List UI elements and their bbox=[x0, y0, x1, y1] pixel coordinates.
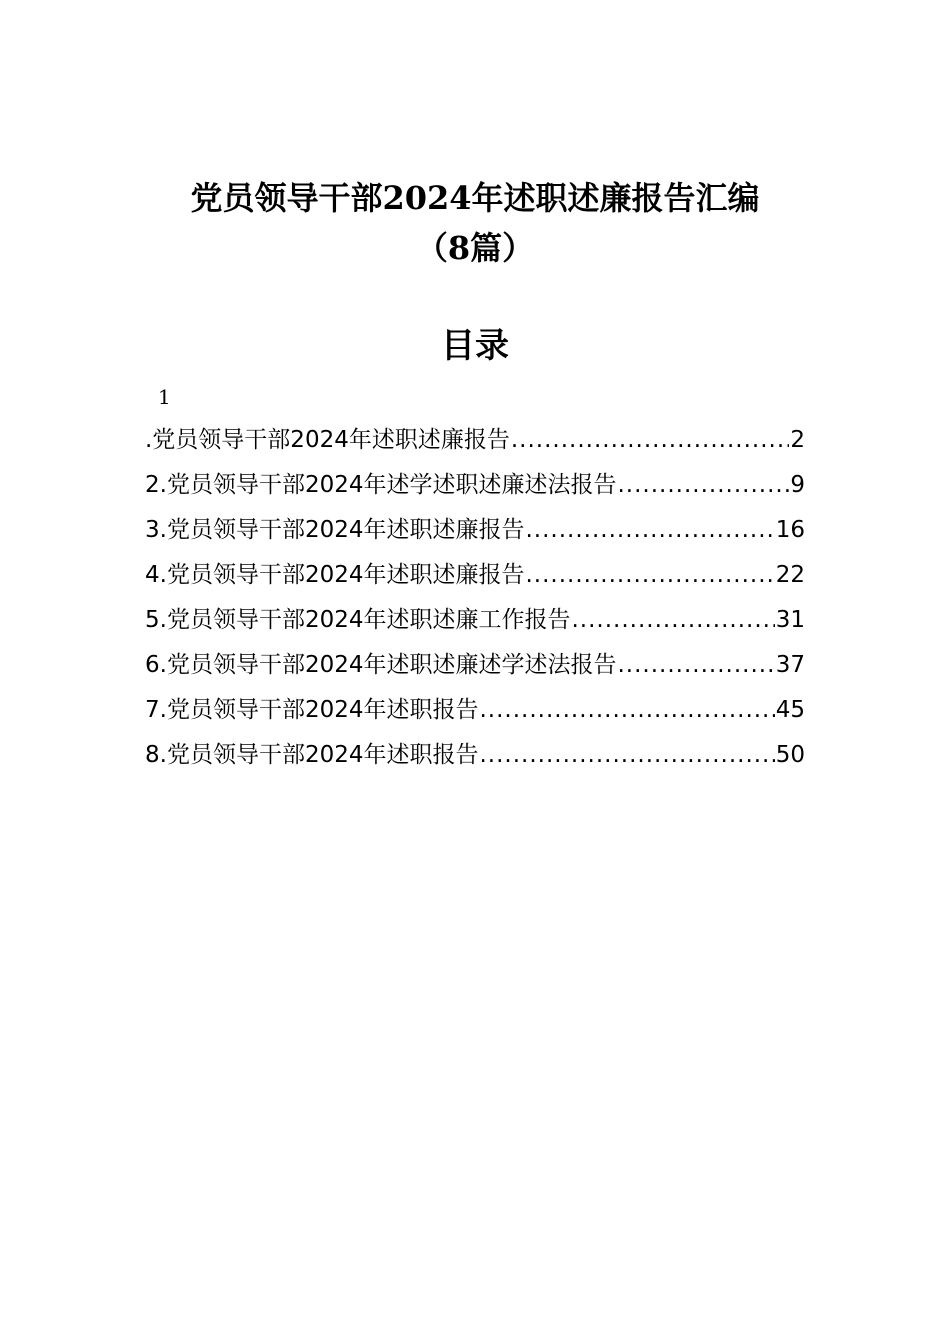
toc-dot-leader bbox=[617, 643, 774, 688]
toc-dot-leader bbox=[511, 418, 790, 463]
toc-entry-page: 9 bbox=[790, 472, 805, 498]
document-title: 党员领导干部2024年述职述廉报告汇编 bbox=[190, 179, 760, 217]
toc-entry[interactable] bbox=[145, 553, 805, 598]
toc-entry[interactable] bbox=[145, 418, 805, 463]
toc-entry[interactable] bbox=[145, 688, 805, 733]
toc-dot-leader bbox=[525, 553, 774, 598]
toc-dot-leader bbox=[479, 688, 774, 733]
toc-entry[interactable] bbox=[145, 733, 805, 778]
toc-entry-title: 2.党员领导干部2024年述学述职述廉述法报告 bbox=[145, 472, 617, 498]
toc-dot-leader bbox=[479, 733, 774, 778]
toc-entry-number-fragment: 1 bbox=[158, 385, 171, 409]
toc-entry-page: 22 bbox=[775, 562, 805, 588]
toc-entry-title: 4.党员领导干部2024年述职述廉报告 bbox=[145, 562, 525, 588]
toc-entry-title: 6.党员领导干部2024年述职述廉述学述法报告 bbox=[145, 652, 617, 678]
toc-entry[interactable] bbox=[145, 643, 805, 688]
toc-entry-page: 50 bbox=[775, 742, 805, 768]
toc-entry-title: 3.党员领导干部2024年述职述廉报告 bbox=[145, 517, 525, 543]
toc-entry-page: 2 bbox=[790, 427, 805, 453]
table-of-contents bbox=[145, 418, 805, 778]
toc-entry-title: 8.党员领导干部2024年述职报告 bbox=[145, 742, 479, 768]
toc-entry-title: 5.党员领导干部2024年述职述廉工作报告 bbox=[145, 607, 571, 633]
toc-dot-leader bbox=[571, 598, 774, 643]
document-subtitle: （8篇） bbox=[415, 229, 535, 267]
toc-entry[interactable] bbox=[145, 463, 805, 508]
toc-heading: 目录 bbox=[441, 326, 509, 366]
toc-entry[interactable] bbox=[145, 508, 805, 553]
toc-dot-leader bbox=[617, 463, 789, 508]
toc-dot-leader bbox=[525, 508, 774, 553]
toc-entry[interactable] bbox=[145, 598, 805, 643]
toc-entry-page: 45 bbox=[775, 697, 805, 723]
toc-entry-page: 31 bbox=[775, 607, 805, 633]
toc-entry-title: 7.党员领导干部2024年述职报告 bbox=[145, 697, 479, 723]
toc-entry-page: 37 bbox=[775, 652, 805, 678]
toc-entry-title: .党员领导干部2024年述职述廉报告 bbox=[145, 427, 510, 453]
toc-entry-page: 16 bbox=[775, 517, 805, 543]
